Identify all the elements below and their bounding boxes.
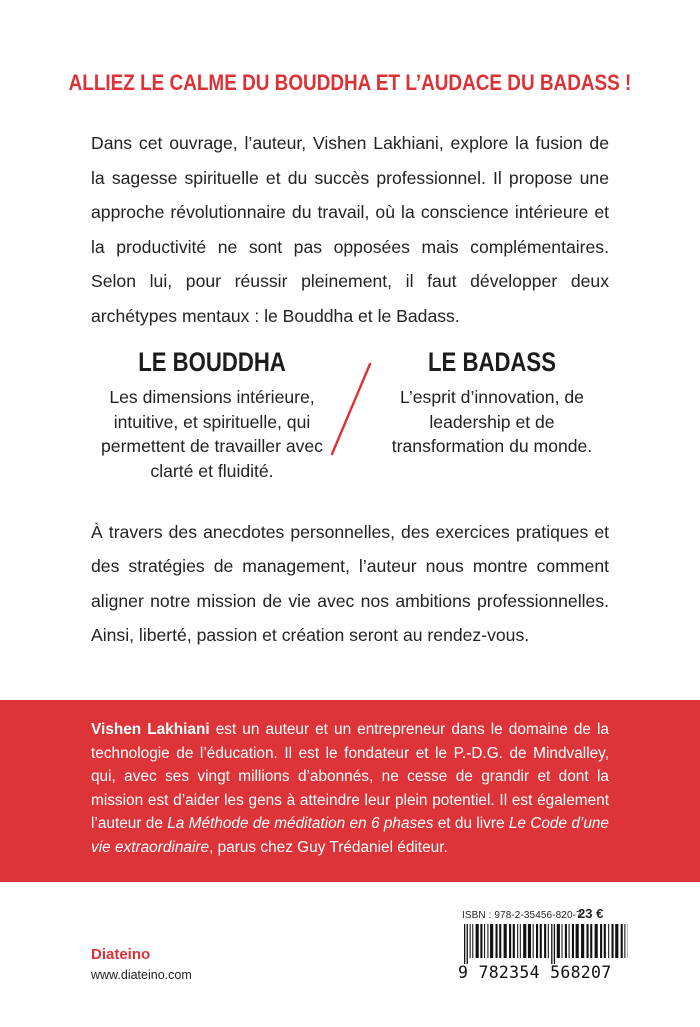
barcode-bar: [604, 924, 606, 958]
barcode-bar: [590, 924, 592, 958]
barcode-bar: [581, 924, 584, 958]
barcode-bar: [612, 924, 614, 958]
barcode-bar: [528, 924, 531, 958]
publisher-website: www.diateino.com: [91, 968, 192, 982]
archetype-badass-description: L’esprit d’innovation, de leadership et de transformation du monde.: [391, 387, 593, 457]
barcode-bar: [587, 924, 589, 958]
barcode-bar: [608, 924, 609, 958]
barcode-bar: [513, 924, 515, 958]
barcode: [458, 924, 628, 964]
intro-paragraph: Dans cet ouvrage, l’auteur, Vishen Lakhiani, explore la fusion de la sagesse spirituelle et du succès professionnel. Il propose une approche révolutionnaire du travail, où la conscience intérieure et la productivité ne sont pas opposées mais complémentaires. Selon lui, pour réussir pleinement, il faut développer deux archétypes mentaux : le Bouddha et le Badass.: [91, 133, 609, 326]
barcode-bar: [517, 924, 518, 958]
price: 23 €: [578, 906, 604, 921]
barcode-bar: [533, 924, 534, 958]
barcode-bar: [562, 924, 563, 958]
barcode-bar: [499, 924, 501, 958]
archetype-badass: [372, 345, 612, 459]
barcode-bar: [554, 924, 555, 964]
barcode-bar: [576, 924, 579, 958]
slash-divider: [322, 360, 378, 460]
bio-text-2: et du livre: [433, 815, 509, 833]
barcode-bar: [595, 924, 598, 958]
barcode-bar: [572, 924, 574, 958]
barcode-bar: [551, 924, 552, 964]
author-name: Vishen Lakhiani: [91, 721, 210, 738]
barcode-bar: [565, 924, 567, 958]
archetype-badass-title: LE BADASS: [428, 347, 556, 377]
barcode-bar: [484, 924, 485, 958]
barcode-bar: [470, 924, 471, 958]
barcode-bar: [540, 924, 542, 958]
archetype-bouddha-description: Les dimensions intérieure, intuitive, et spirituelle, qui permettent de travailler avec clarté et fluidité.: [101, 387, 323, 481]
barcode-bar: [504, 924, 507, 958]
headline: ALLIEZ LE CALME DU BOUDDHA ET L’AUDACE DU BADASS !: [68, 70, 632, 95]
barcode-bar: [472, 924, 473, 958]
book-title-1: La Méthode de méditation en 6 phases: [167, 815, 434, 833]
bio-text-3: , parus chez Guy Trédaniel éditeur.: [209, 838, 448, 856]
barcode-bar: [480, 924, 482, 958]
barcode-bar: [467, 924, 468, 964]
barcode-bar: [569, 924, 570, 958]
barcode-bar: [548, 924, 549, 958]
barcode-bar: [464, 924, 465, 964]
isbn-label: ISBN : 978-2-35456-820-7: [462, 910, 582, 921]
barcode-bar: [476, 924, 479, 958]
barcode-bar: [624, 924, 625, 958]
author-bio: [91, 718, 609, 860]
book-title-2: Le Code d’une vie extraordinaire: [91, 815, 609, 856]
publisher-name: Diateino: [91, 946, 151, 963]
barcode-bar: [621, 924, 623, 958]
archetype-bouddha: [92, 345, 332, 483]
barcode-digits: 9 782354 568207: [458, 963, 612, 982]
barcode-bar: [536, 924, 538, 958]
barcode-bar: [509, 924, 511, 958]
barcode-bar: [557, 924, 560, 958]
bio-text-1: est un auteur et un entrepreneur dans le domaine de la technologie de l’éducation. Il est le fondateur et le P.-D.G. de Mindvalley, qui, avec ses vingt millions d’abonnés, ne cesse de grandir et dont la mission est d’aider les gens à atteindre leur plein potentiel. Il est également l’auteur de: [91, 721, 609, 833]
barcode-bar: [496, 924, 498, 958]
barcode-bar: [615, 924, 618, 958]
barcode-bar: [490, 924, 493, 958]
archetype-bouddha-title: LE BOUDDHA: [138, 347, 286, 377]
barcode-bar: [544, 924, 546, 958]
barcode-bar: [520, 924, 521, 958]
barcode-bar: [600, 924, 602, 958]
barcode-bar: [487, 924, 488, 958]
barcode-bar: [523, 924, 526, 958]
body-paragraph: À travers des anecdotes personnelles, des exercices pratiques et des stratégies de management, l’auteur nous montre comment aligner notre mission de vie avec nos ambitions professionnelles. Ainsi, liberté, passion et création seront au rendez-vous.: [91, 522, 609, 646]
